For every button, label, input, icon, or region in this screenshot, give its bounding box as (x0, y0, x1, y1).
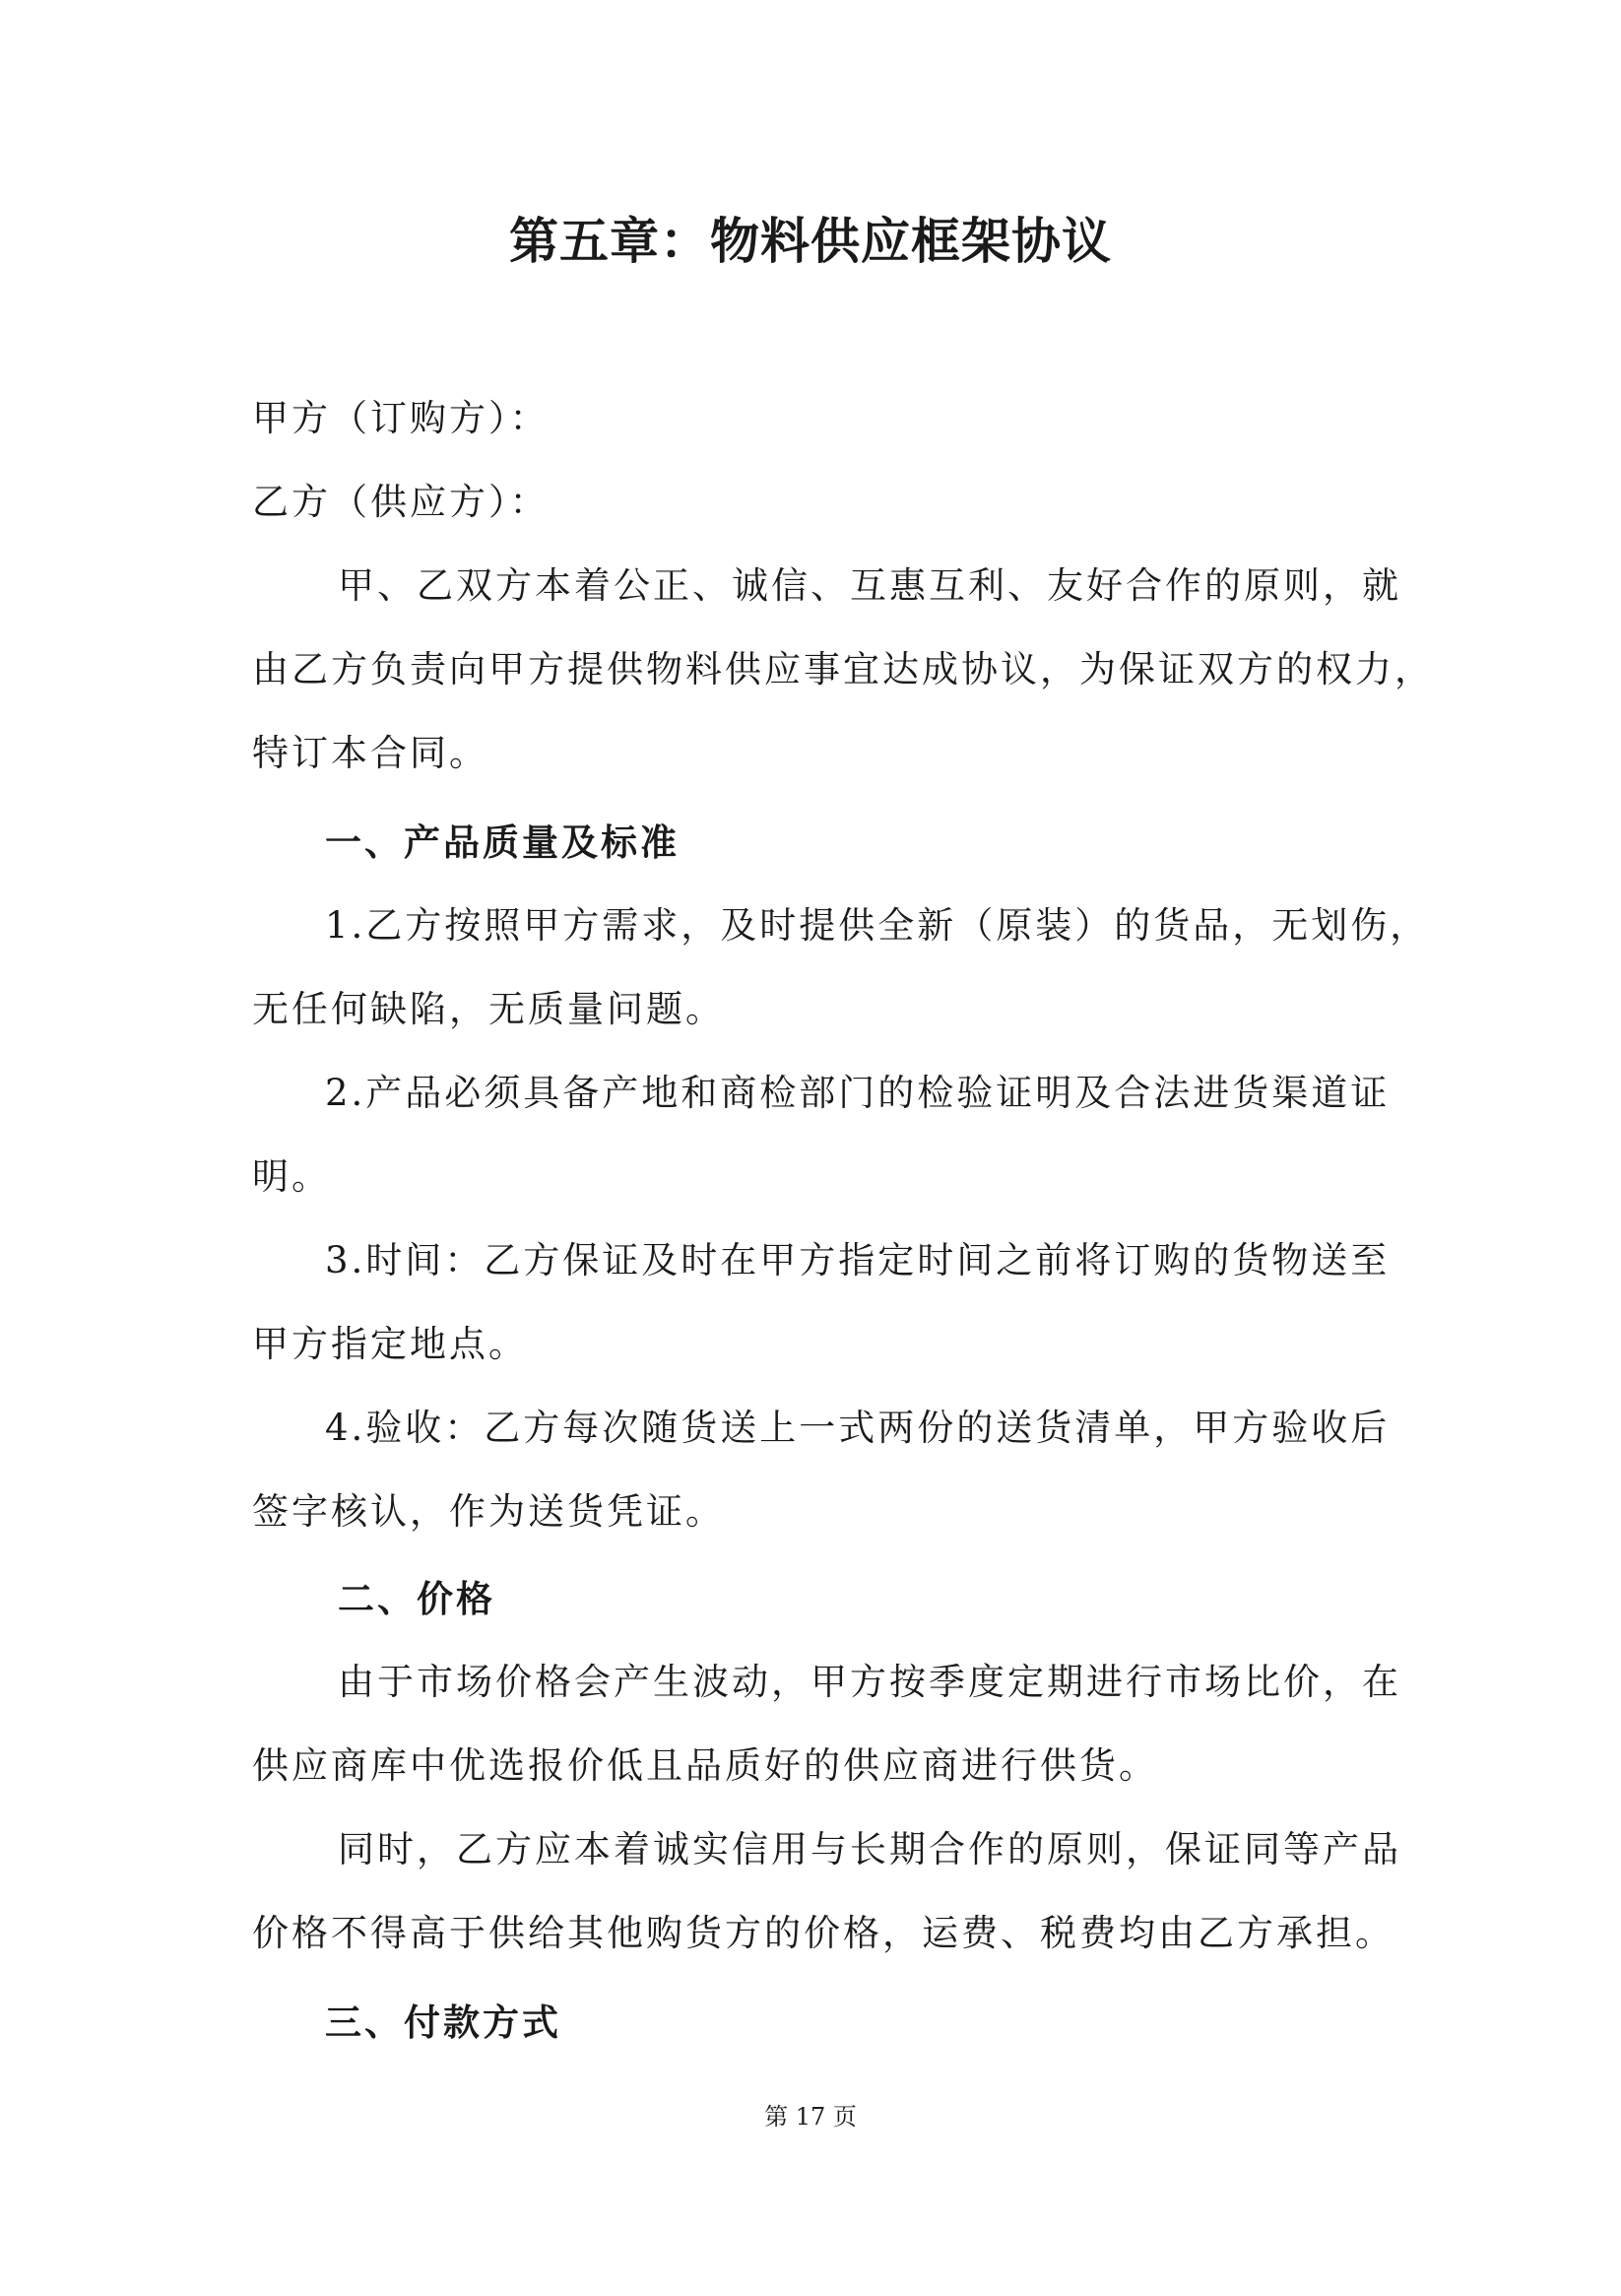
item-4-line-1: 4.验收：乙方每次随货送上一式两份的送货清单，甲方验收后 (325, 1407, 1391, 1449)
section-1-heading: 一、产品质量及标准 (325, 820, 680, 864)
price-para-2-line-2: 价格不得高于供给其他购货方的价格，运费、税费均由乙方承担。 (252, 1912, 1394, 1954)
item-2-line-1: 2.产品必须具备产地和商检部门的检验证明及合法进货渠道证 (325, 1072, 1391, 1114)
section-2-heading: 二、价格 (338, 1577, 495, 1620)
item-3-line-1: 3.时间：乙方保证及时在甲方指定时间之前将订购的货物送至 (325, 1239, 1391, 1281)
item-2-line-2: 明。 (252, 1155, 331, 1198)
price-para-2-line-1: 同时，乙方应本着诚实信用与长期合作的原则，保证同等产品 (338, 1828, 1401, 1870)
intro-line-3: 特订本合同。 (252, 732, 488, 774)
party-b-label: 乙方（供应方）： (252, 481, 550, 523)
item-3-line-2: 甲方指定地点。 (252, 1323, 528, 1365)
section-3-heading: 三、付款方式 (325, 2001, 561, 2044)
document-title: 第五章：物料供应框架协议 (509, 212, 1112, 270)
intro-line-1: 甲、乙双方本着公正、诚信、互惠互利、友好合作的原则，就 (338, 564, 1401, 607)
item-1-line-1: 1.乙方按照甲方需求，及时提供全新（原装）的货品，无划伤， (325, 904, 1430, 947)
item-4-line-2: 签字核认，作为送货凭证。 (252, 1490, 725, 1533)
party-a-label: 甲方（订购方）： (252, 397, 550, 439)
intro-line-2: 由乙方负责向甲方提供物料供应事宜达成协议，为保证双方的权力， (252, 648, 1434, 690)
price-para-1-line-2: 供应商库中优选报价低且品质好的供应商进行供货。 (252, 1744, 1158, 1787)
price-para-1-line-1: 由于市场价格会产生波动，甲方按季度定期进行市场比价，在 (338, 1661, 1401, 1703)
page-number: 第 17 页 (764, 2103, 857, 2131)
item-1-line-2: 无任何缺陷，无质量问题。 (252, 988, 725, 1030)
